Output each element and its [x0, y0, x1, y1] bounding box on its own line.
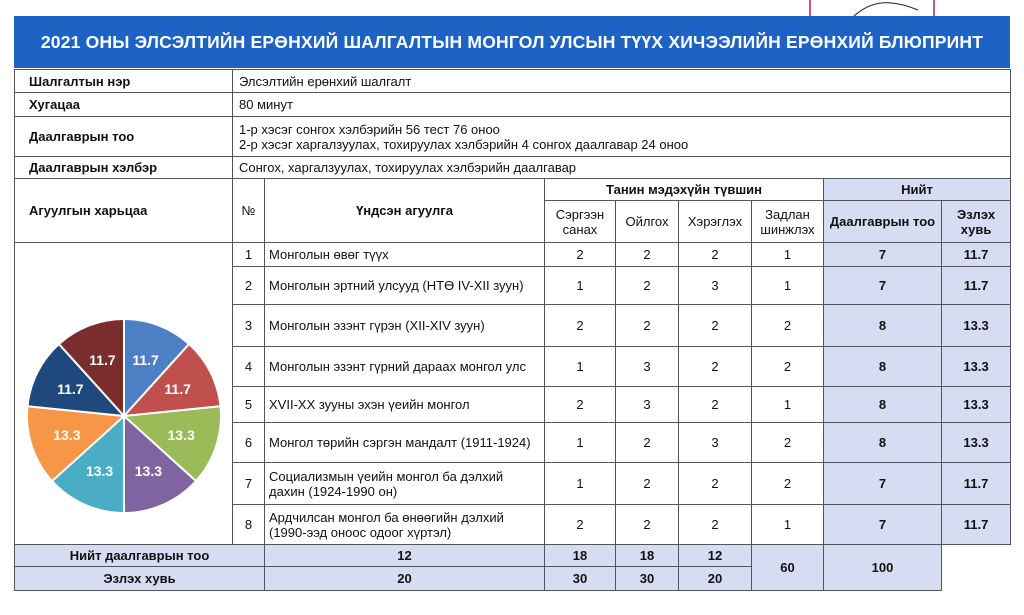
row-share: 11.7 — [942, 267, 1011, 305]
row-level-c: 2 — [679, 505, 752, 545]
row-share: 13.3 — [942, 387, 1011, 423]
row-level-c: 2 — [679, 387, 752, 423]
row-level-b: 2 — [616, 423, 679, 463]
footer-share-l2: 30 — [545, 567, 616, 591]
pie-slice-label: 11.7 — [132, 351, 159, 368]
tasks-count-header: Даалгаврын тоо — [824, 201, 942, 243]
row-level-d: 2 — [752, 347, 824, 387]
row-level-c: 2 — [679, 347, 752, 387]
level-analyze: Задлан шинжлэх — [752, 201, 824, 243]
tasks-line-1: 1-р хэсэг сонгох хэлбэрийн 56 тест 76 оноо — [239, 121, 500, 137]
footer-share-l4: 20 — [679, 567, 752, 591]
row-level-a: 1 — [545, 463, 616, 505]
row-level-d: 1 — [752, 505, 824, 545]
blueprint-table — [14, 69, 1011, 591]
pie-slice-label: 13.3 — [167, 426, 195, 443]
exam-name: Элсэлтийн ерөнхий шалгалт — [233, 70, 1011, 93]
level-apply: Хэрэглэх — [679, 201, 752, 243]
level-understand: Ойлгох — [616, 201, 679, 243]
row-level-a: 1 — [545, 267, 616, 305]
row-share: 13.3 — [942, 305, 1011, 347]
footer-share-l1: 20 — [265, 567, 545, 591]
row-level-c: 2 — [679, 463, 752, 505]
row-level-d: 2 — [752, 463, 824, 505]
row-level-a: 2 — [545, 387, 616, 423]
row-level-d: 2 — [752, 423, 824, 463]
num-header: № — [233, 179, 265, 243]
row-level-b: 2 — [616, 243, 679, 267]
level-recall: Сэргээн санах — [545, 201, 616, 243]
grand-share: 100 — [824, 545, 942, 591]
row-number: 1 — [233, 243, 265, 267]
row-topic: XVII-XX зууны эхэн үеийн монгол — [265, 387, 545, 423]
row-number: 7 — [233, 463, 265, 505]
row-level-a: 1 — [545, 347, 616, 387]
pie-chart-cell — [15, 243, 233, 545]
row-level-d: 1 — [752, 267, 824, 305]
tasks-label: Даалгаврын тоо — [15, 117, 233, 157]
row-share: 11.7 — [942, 243, 1011, 267]
duration: 80 минут — [233, 93, 1011, 117]
footer-total-l1: 12 — [265, 545, 545, 567]
row-task-count: 8 — [824, 305, 942, 347]
row-level-c: 2 — [679, 305, 752, 347]
grand-total: 60 — [752, 545, 824, 591]
row-task-count: 7 — [824, 267, 942, 305]
total-header: Нийт — [824, 179, 1011, 201]
row-number: 5 — [233, 387, 265, 423]
row-topic: Социализмын үеийн монгол ба дэлхий дахин (1924-1990 он) — [265, 463, 545, 505]
row-number: 3 — [233, 305, 265, 347]
row-topic: Монгол төрийн сэргэн мандалт (1911-1924) — [265, 423, 545, 463]
row-level-b: 3 — [616, 387, 679, 423]
row-level-d: 1 — [752, 243, 824, 267]
row-task-count: 7 — [824, 243, 942, 267]
row-level-b: 2 — [616, 267, 679, 305]
row-number: 8 — [233, 505, 265, 545]
row-level-c: 2 — [679, 243, 752, 267]
row-topic: Ардчилсан монгол ба өнөөгийн дэлхий (1990-ээд оноос одоог хүртэл) — [265, 505, 545, 545]
row-level-a: 2 — [545, 305, 616, 347]
row-topic: Монголын эзэнт гүрний дараах монгол улс — [265, 347, 545, 387]
coverage-pie-chart — [19, 311, 229, 521]
row-topic: Монголын өвөг түүх — [265, 243, 545, 267]
footer-total-label: Нийт даалгаврын тоо — [15, 545, 265, 567]
row-task-count: 8 — [824, 423, 942, 463]
tasks-line-2: 2-р хэсэг харгалзуулах, тохируулах хэлбэрийн 4 сонгох даалгавар 24 оноо — [239, 136, 689, 152]
row-level-b: 2 — [616, 305, 679, 347]
page-title: 2021 ОНЫ ЭЛСЭЛТИЙН ЕРӨНХИЙ ШАЛГАЛТЫН МОНГОЛ УЛСЫН ТҮҮХ ХИЧЭЭЛИЙН ЕРӨНХИЙ БЛЮПРИНТ — [14, 16, 1010, 68]
format: Сонгох, харгалзуулах, тохируулах хэлбэрийн даалгавар — [233, 157, 1011, 179]
cognitive-header: Танин мэдэхүйн түвшин — [545, 179, 824, 201]
row-task-count: 8 — [824, 347, 942, 387]
table-row — [15, 243, 1011, 267]
exam-name-label: Шалгалтын нэр — [15, 70, 233, 93]
row-level-b: 2 — [616, 463, 679, 505]
pie-slice-label: 11.7 — [164, 380, 191, 397]
pie-slice-label: 13.3 — [134, 462, 163, 479]
row-level-d: 1 — [752, 387, 824, 423]
row-share: 11.7 — [942, 505, 1011, 545]
row-level-d: 2 — [752, 305, 824, 347]
footer-total-l2: 18 — [545, 545, 616, 567]
row-level-a: 1 — [545, 423, 616, 463]
row-task-count: 7 — [824, 463, 942, 505]
row-level-c: 3 — [679, 267, 752, 305]
coverage-header: Агуулгын харьцаа — [15, 179, 233, 243]
footer-total-l3: 18 — [616, 545, 679, 567]
row-number: 6 — [233, 423, 265, 463]
row-share: 11.7 — [942, 463, 1011, 505]
footer-share-label: Эзлэх хувь — [15, 567, 265, 591]
pie-slice-label: 13.3 — [53, 426, 81, 443]
row-share: 13.3 — [942, 347, 1011, 387]
format-label: Даалгаврын хэлбэр — [15, 157, 233, 179]
row-level-b: 2 — [616, 505, 679, 545]
footer-total-l4: 12 — [679, 545, 752, 567]
tasks-description — [233, 117, 1011, 157]
content-header: Үндсэн агуулга — [265, 179, 545, 243]
row-level-c: 3 — [679, 423, 752, 463]
pie-slice-label: 11.7 — [57, 380, 84, 397]
footer-share-l3: 30 — [616, 567, 679, 591]
row-number: 2 — [233, 267, 265, 305]
row-level-b: 3 — [616, 347, 679, 387]
pie-slice-label: 11.7 — [89, 351, 116, 368]
row-task-count: 8 — [824, 387, 942, 423]
row-number: 4 — [233, 347, 265, 387]
duration-label: Хугацаа — [15, 93, 233, 117]
row-level-a: 2 — [545, 505, 616, 545]
row-topic: Монголын эртний улсууд (НТӨ IV-XII зуун) — [265, 267, 545, 305]
row-level-a: 2 — [545, 243, 616, 267]
row-topic: Монголын эзэнт гүрэн (XII-XIV зуун) — [265, 305, 545, 347]
row-task-count: 7 — [824, 505, 942, 545]
pie-slice-label: 13.3 — [85, 462, 114, 479]
share-header: Эзлэх хувь — [942, 201, 1011, 243]
row-share: 13.3 — [942, 423, 1011, 463]
